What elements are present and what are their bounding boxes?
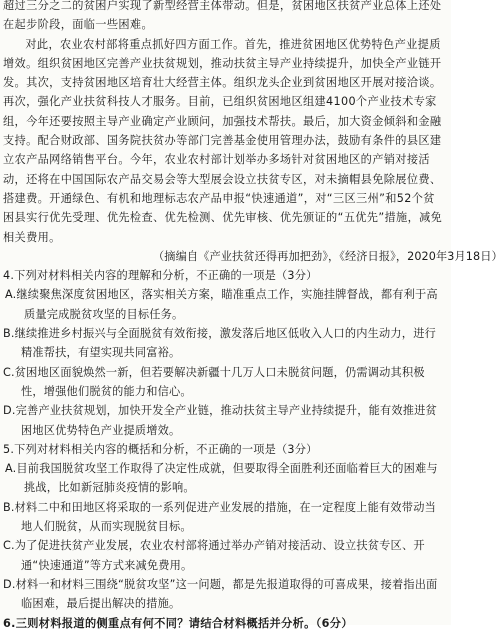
question-4-option-a: A.继续聚焦深度贫困地区，落实相关方案，瞄准重点工作，实施挂牌督战，都有利于高质量完成脱贫攻坚的目标任务。 bbox=[5, 288, 438, 321]
question-5 bbox=[3, 440, 445, 614]
question-4-stem: 4.下列对材料相关内容的理解和分析，不正确的一项是（3分） bbox=[3, 269, 318, 283]
reading-passage bbox=[3, 0, 503, 266]
passage-citation: （摘编自《产业扶贫还得再加把劲》，《经济日报》，2020年3月18日） bbox=[153, 249, 503, 263]
question-5-stem: 5.下列对材料相关内容的概括和分析，不正确的一项是（3分） bbox=[3, 442, 318, 456]
question-5-option-a: A.目前我国脱贫攻坚工作取得了决定性成就，但要取得全面胜利还面临着巨大的困难与挑战，比如新冠肺炎疫情的影响。 bbox=[5, 462, 438, 495]
question-6-stem: 6.三则材料报道的侧重点有何不同？请结合材料概括并分析。（6分） bbox=[3, 616, 353, 630]
question-4-option-c: C.贫困地区面貌焕然一新，但若要解决新疆十几万人口未脱贫问题，仍需调动其积极性，增强他们脱贫的能力和信心。 bbox=[3, 365, 425, 398]
question-5-option-c: C.为了促进扶贫产业发展，农业农村部将通过举办产销对接活动、设立扶贫专区、开通“快速通道”等方式来减免费用。 bbox=[3, 539, 425, 572]
passage-intro-paragraph: 超过三分之二的贫困户实现了新型经营主体带动。但是，贫困地区扶贫产业总体上还处在起步阶段，面临一些困难。 bbox=[3, 0, 442, 32]
passage-main-paragraph: 对此，农业农村部将重点抓好四方面工作。首先，推进贫困地区优势特色产业提质增效。组织贫困地区完善产业扶贫规划，推动扶贫主导产业持续提升，加快全产业链开发。其次，支持贫困地区培育壮大经营主体。组织龙头企业到贫困地区开展对接洽谈。再次，强化产业扶贫科技人才服务。目前，已组织贫困地区组建4100个产业技术专家组，今年还要按照主导产业确定产业顾问，加强技术帮扶。最后，加大资金倾斜和金融支持。配合财政部、国务院扶贫办等部门完善基金使用管理办法，鼓励有条件的县区建立农产品网络销售平台。今年，农业农村部计划举办多场针对贫困地区的产销对接活动，还将在中国国际农产品交易会等大型展会设立扶贫专区，对未摘帽县免除展位费、搭建费。开通绿色、有机和地理标志农产品申报“快速通道”，对“三区三州”和52个贫困县实行优先受理、优先检查、优先检测、优先审核、优先颁证的“五优先”措施，减免相关费用。 bbox=[3, 37, 443, 244]
question-4-option-b: B.继续推进乡村振兴与全面脱贫有效衔接，激发落后地区低收入人口的内生动力，进行精准帮扶，有望实现共同富裕。 bbox=[3, 327, 436, 360]
question-5-option-b: B.材料二中和田地区将采取的一系列促进产业发展的措施，在一定程度上能有效带动当地人们脱贫，从而实现脱贫目标。 bbox=[3, 500, 436, 534]
question-4 bbox=[3, 266, 445, 440]
question-4-option-d: D.完善产业扶贫规划，加快开发全产业链，推动扶贫主导产业持续提升，能有效推进贫困地区优势特色产业提质增效。 bbox=[3, 404, 437, 437]
question-5-option-d: D.材料一和材料三围绕“脱贫攻坚”这一问题，都是先报道取得的可喜成果，接着指出面临困难，最后提出解决的措施。 bbox=[3, 577, 438, 611]
